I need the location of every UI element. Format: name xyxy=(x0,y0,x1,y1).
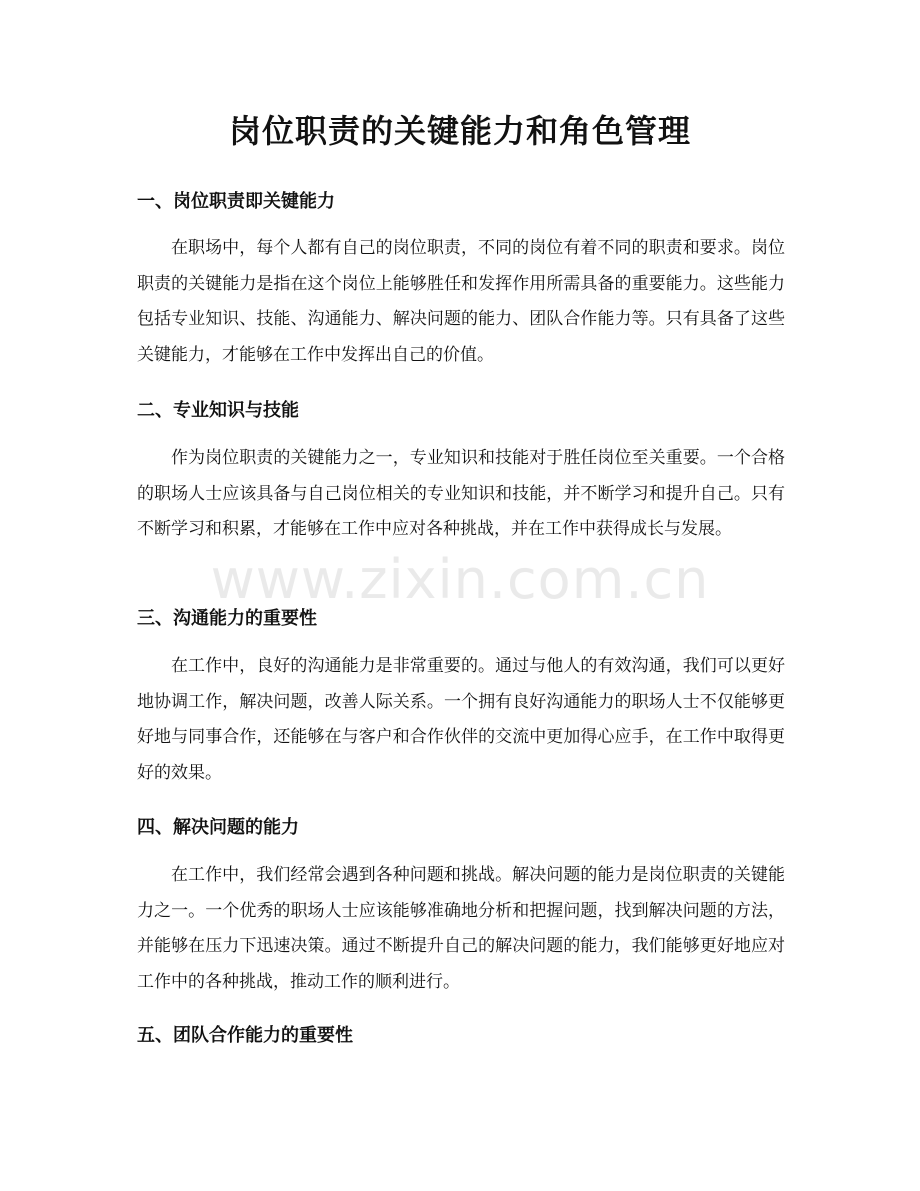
watermark: www.zixin.com.cn xyxy=(210,548,710,611)
section-paragraph-1: 在职场中，每个人都有自己的岗位职责，不同的岗位有着不同的职责和要求。岗位职责的关键能力是指在这个岗位上能够胜任和发挥作用所需具备的重要能力。这些能力包括专业知识、技能、沟通能力、解决问题的能力、团队合作能力等。只有具备了这些关键能力，才能够在工作中发挥出自己的价值。 xyxy=(137,238,785,365)
section-heading-5: 五、团队合作能力的重要性 xyxy=(137,1025,353,1046)
section-heading-4: 四、解决问题的能力 xyxy=(137,817,299,838)
section-heading-2: 二、专业知识与技能 xyxy=(137,400,299,421)
section-paragraph-3: 在工作中，良好的沟通能力是非常重要的。通过与他人的有效沟通，我们可以更好地协调工作，解决问题，改善人际关系。一个拥有良好沟通能力的职场人士不仅能够更好地与同事合作，还能够在与客户和合作伙伴的交流中更加得心应手，在工作中取得更好的效果。 xyxy=(137,656,785,783)
document-title: 岗位职责的关键能力和角色管理 xyxy=(228,112,691,150)
section-paragraph-2: 作为岗位职责的关键能力之一，专业知识和技能对于胜任岗位至关重要。一个合格的职场人士应该具备与自己岗位相关的专业知识和技能，并不断学习和提升自己。只有不断学习和积累，才能够在工作中应对各种挑战，并在工作中获得成长与发展。 xyxy=(137,448,785,539)
section-heading-1: 一、岗位职责即关键能力 xyxy=(137,191,335,212)
section-heading-3: 三、沟通能力的重要性 xyxy=(137,608,317,629)
section-paragraph-4: 在工作中，我们经常会遇到各种问题和挑战。解决问题的能力是岗位职责的关键能力之一。一个优秀的职场人士应该能够准确地分析和把握问题，找到解决问题的方法，并能够在压力下迅速决策。通过不断提升自己的解决问题的能力，我们能够更好地应对工作中的各种挑战，推动工作的顺利进行。 xyxy=(137,865,785,992)
